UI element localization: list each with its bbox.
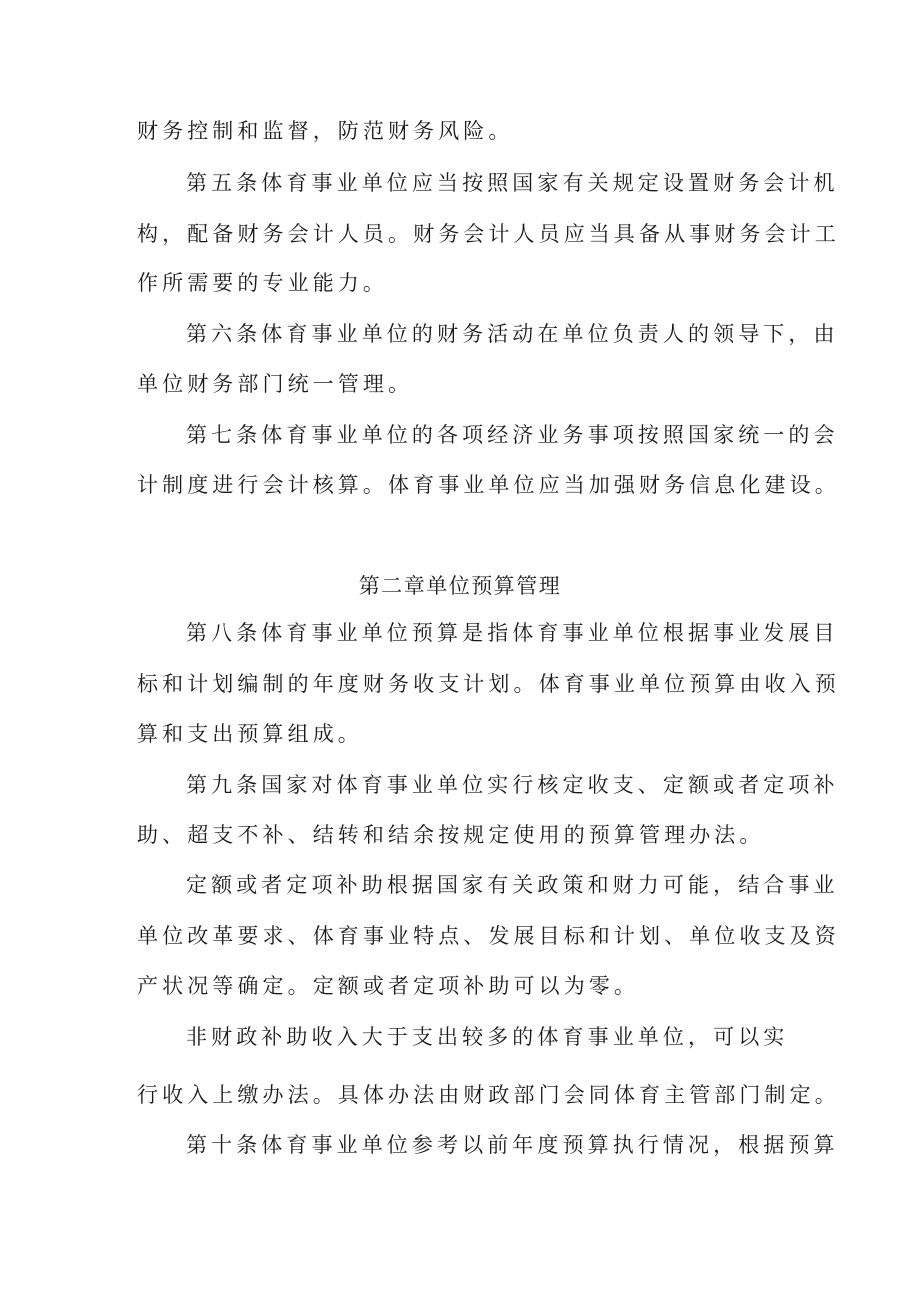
text-line: 作所需要的专业能力。 (137, 271, 388, 295)
text-line: 算和支出预算组成。 (137, 722, 363, 746)
text-line: 单位财务部门统一管理。 (137, 372, 414, 396)
chapter-heading: 第二章单位预算管理 (358, 574, 562, 598)
text-line: 单位改革要求、体育事业特点、发展目标和计划、单位收支及资 (137, 924, 840, 948)
text-line: 计制度进行会计核算。体育事业单位应当加强财务信息化建设。 (137, 473, 840, 497)
text-line: 行收入上缴办法。具体办法由财政部门会同体育主管部门制定。 (137, 1083, 840, 1107)
text-line: 第十条体育事业单位参考以前年度预算执行情况，根据预算 (186, 1133, 839, 1157)
text-line: 第九条国家对体育事业单位实行核定收支、定额或者定项补 (186, 773, 839, 797)
text-line: 标和计划编制的年度财务收支计划。体育事业单位预算由收入预 (137, 672, 840, 696)
text-line: 产状况等确定。定额或者定项补助可以为零。 (137, 974, 639, 998)
text-line: 财务控制和监督，防范财务风险。 (137, 119, 514, 143)
text-line: 构，配备财务会计人员。财务会计人员应当具备从事财务会计工 (137, 222, 840, 246)
text-line: 第八条体育事业单位预算是指体育事业单位根据事业发展目 (186, 621, 839, 645)
text-line: 第七条体育事业单位的各项经济业务事项按照国家统一的会 (186, 423, 839, 447)
text-line: 第六条体育事业单位的财务活动在单位负责人的领导下，由 (186, 322, 839, 346)
text-line: 第五条体育事业单位应当按照国家有关规定设置财务会计机 (186, 171, 839, 195)
text-line: 定额或者定项补助根据国家有关政策和财力可能，结合事业 (186, 873, 839, 897)
text-line: 助、超支不补、结转和结余按规定使用的预算管理办法。 (137, 823, 765, 847)
text-line: 非财政补助收入大于支出较多的体育事业单位，可以实 (186, 1025, 789, 1049)
